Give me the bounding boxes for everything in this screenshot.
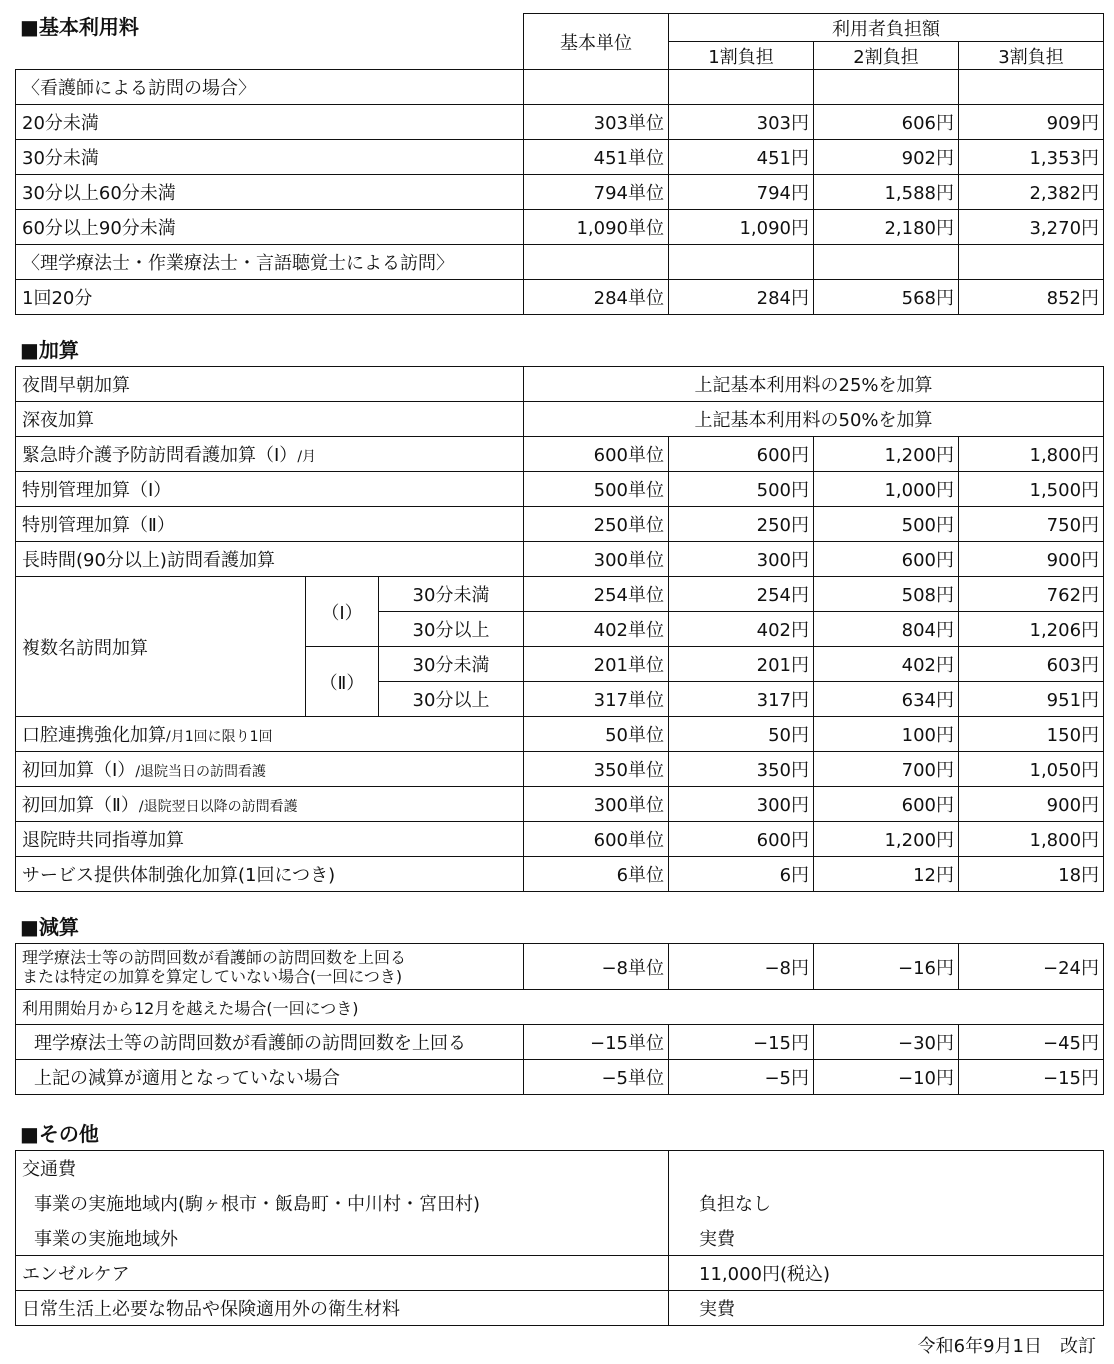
addition-row-burden-3: 900円 (959, 787, 1104, 822)
header-blank (16, 14, 524, 42)
section-title-basic: ■基本利用料 (20, 15, 139, 39)
basic-row (16, 140, 1104, 175)
section-title-other: ■その他 (20, 1122, 99, 1146)
addition-row (16, 752, 1104, 787)
multi-visit-group-1: （Ⅰ） (306, 577, 379, 647)
basic-row-burden-1: 303円 (669, 105, 814, 140)
addition-row-unit: 50単位 (524, 717, 669, 752)
other-outside-area-label: 事業の実施地域外 (16, 1221, 669, 1256)
reduction-row-3-burden-2: −30円 (814, 1025, 959, 1060)
addition-row (16, 857, 1104, 892)
basic-row (16, 70, 1104, 105)
multi-visit-burden-1: 317円 (669, 682, 814, 717)
addition-row-burden-3: 18円 (959, 857, 1104, 892)
addition-row-unit: 600単位 (524, 437, 669, 472)
multi-visit-label: 複数名訪問加算 (16, 577, 306, 717)
reduction-row-1-burden-2: −16円 (814, 944, 959, 990)
addition-row-label (16, 507, 524, 542)
addition-row-sub-label: /退院当日の訪問看護 (135, 764, 267, 780)
basic-row-label: 〈看護師による訪問の場合〉 (16, 70, 524, 105)
addition-percent-row (16, 402, 1104, 437)
basic-row-unit: 1,090単位 (524, 210, 669, 245)
addition-row (16, 437, 1104, 472)
reduction-row-4-burden-2: −10円 (814, 1060, 959, 1095)
addition-row-main-label: 長時間(90分以上)訪問看護加算 (22, 550, 275, 571)
reduction-row-1-line-2: または特定の加算を算定していない場合(一回につき) (22, 966, 403, 986)
other-daily-goods-value: 実費 (669, 1291, 1104, 1326)
addition-row-main-label: 口腔連携強化加算 (22, 725, 166, 746)
basic-row-unit: 303単位 (524, 105, 669, 140)
addition-percent-row (16, 367, 1104, 402)
addition-row-label (16, 437, 524, 472)
addition-row-unit: 300単位 (524, 787, 669, 822)
multi-visit-time: 30分未満 (379, 647, 524, 682)
addition-row (16, 822, 1104, 857)
addition-row-label (16, 542, 524, 577)
addition-row-burden-2: 600円 (814, 542, 959, 577)
basic-row-burden-3: 2,382円 (959, 175, 1104, 210)
other-angel-care-value: 11,000円(税込) (669, 1256, 1104, 1291)
addition-row-unit: 500単位 (524, 472, 669, 507)
multi-visit-unit: 402単位 (524, 612, 669, 647)
multi-visit-burden-3: 603円 (959, 647, 1104, 682)
multi-visit-burden-3: 762円 (959, 577, 1104, 612)
addition-percent-text: 上記基本利用料の25%を加算 (524, 367, 1104, 402)
addition-row-sub-label: /月 (297, 449, 317, 465)
multi-visit-group-2: （Ⅱ） (306, 647, 379, 717)
multi-visit-burden-2: 804円 (814, 612, 959, 647)
addition-row-burden-1: 600円 (669, 437, 814, 472)
addition-row-main-label: 緊急時介護予防訪問看護加算（Ⅰ） (22, 445, 298, 466)
basic-row-burden-1: 1,090円 (669, 210, 814, 245)
addition-row-burden-1: 350円 (669, 752, 814, 787)
reduction-row-2-label: 利用開始月から12月を越えた場合(一回につき) (16, 990, 1104, 1025)
basic-row-burden-1: 284円 (669, 280, 814, 315)
reduction-row-4-unit: −5単位 (524, 1060, 669, 1095)
addition-row (16, 507, 1104, 542)
multi-visit-burden-2: 634円 (814, 682, 959, 717)
other-inside-area-label: 事業の実施地域内(駒ヶ根市・飯島町・中川村・宮田村) (16, 1186, 669, 1221)
multi-visit-burden-2: 508円 (814, 577, 959, 612)
addition-row-burden-3: 1,800円 (959, 822, 1104, 857)
basic-row (16, 280, 1104, 315)
basic-row (16, 245, 1104, 280)
reduction-row-3-unit: −15単位 (524, 1025, 669, 1060)
basic-row-label: 30分以上60分未満 (16, 175, 524, 210)
other-table (15, 1150, 1104, 1326)
revision-date: 令和6年9月1日 改訂 (917, 1336, 1096, 1357)
basic-row (16, 175, 1104, 210)
basic-row (16, 210, 1104, 245)
addition-percent-label: 夜間早朝加算 (16, 367, 524, 402)
basic-row-burden-3 (959, 70, 1104, 105)
addition-row-burden-2: 1,200円 (814, 822, 959, 857)
addition-row-burden-1: 50円 (669, 717, 814, 752)
header-user-burden: 利用者負担額 (669, 14, 1104, 42)
basic-row-burden-2: 606円 (814, 105, 959, 140)
multi-visit-burden-2: 402円 (814, 647, 959, 682)
reduction-row-4-label: 上記の減算が適用となっていない場合 (16, 1060, 524, 1095)
other-daily-goods-label: 日常生活上必要な物品や保険適用外の衛生材料 (16, 1291, 669, 1326)
basic-row-burden-3 (959, 245, 1104, 280)
addition-table (15, 366, 1104, 892)
basic-row-burden-2: 1,588円 (814, 175, 959, 210)
basic-row-burden-2: 568円 (814, 280, 959, 315)
reduction-row-1-label (16, 944, 524, 990)
addition-row-burden-3: 1,500円 (959, 472, 1104, 507)
addition-row-unit: 600単位 (524, 822, 669, 857)
basic-fee-table (15, 13, 1104, 315)
addition-row (16, 787, 1104, 822)
addition-row-burden-2: 600円 (814, 787, 959, 822)
basic-row-burden-1 (669, 70, 814, 105)
reduction-row-1-burden-3: −24円 (959, 944, 1104, 990)
addition-percent-label: 深夜加算 (16, 402, 524, 437)
basic-row-burden-1 (669, 245, 814, 280)
addition-row-unit: 250単位 (524, 507, 669, 542)
header-blank-2 (16, 42, 524, 70)
addition-row-main-label: 特別管理加算（Ⅱ） (22, 515, 175, 536)
addition-row-burden-1: 250円 (669, 507, 814, 542)
multi-visit-burden-1: 254円 (669, 577, 814, 612)
multi-visit-burden-1: 402円 (669, 612, 814, 647)
addition-row-burden-1: 300円 (669, 787, 814, 822)
basic-row-label: 20分未満 (16, 105, 524, 140)
section-title-reduction: ■減算 (20, 915, 79, 939)
addition-row-burden-1: 6円 (669, 857, 814, 892)
multi-visit-burden-1: 201円 (669, 647, 814, 682)
basic-row-burden-3: 3,270円 (959, 210, 1104, 245)
basic-row-unit: 451単位 (524, 140, 669, 175)
addition-row-main-label: 特別管理加算（Ⅰ） (22, 480, 172, 501)
reduction-row-1-unit: −8単位 (524, 944, 669, 990)
addition-row-label (16, 472, 524, 507)
addition-row-sub-label: /月1回に限り1回 (166, 729, 273, 745)
basic-row-label: 60分以上90分未満 (16, 210, 524, 245)
addition-row-label (16, 752, 524, 787)
basic-row-burden-3: 909円 (959, 105, 1104, 140)
addition-row-unit: 6単位 (524, 857, 669, 892)
basic-row-label: 1回20分 (16, 280, 524, 315)
reduction-row-1-burden-1: −8円 (669, 944, 814, 990)
addition-row (16, 717, 1104, 752)
other-transport-label: 交通費 (16, 1151, 669, 1186)
basic-row-burden-1: 451円 (669, 140, 814, 175)
addition-row-burden-2: 1,000円 (814, 472, 959, 507)
basic-row-burden-2 (814, 245, 959, 280)
addition-row-burden-3: 1,050円 (959, 752, 1104, 787)
addition-row-burden-1: 300円 (669, 542, 814, 577)
reduction-row-3-label: 理学療法士等の訪問回数が看護師の訪問回数を上回る (16, 1025, 524, 1060)
addition-row-burden-2: 500円 (814, 507, 959, 542)
basic-row-burden-1: 794円 (669, 175, 814, 210)
addition-row-burden-3: 900円 (959, 542, 1104, 577)
basic-row-burden-3: 852円 (959, 280, 1104, 315)
basic-row-burden-2 (814, 70, 959, 105)
multi-visit-burden-3: 1,206円 (959, 612, 1104, 647)
other-angel-care-label: エンゼルケア (16, 1256, 669, 1291)
addition-row-label (16, 857, 524, 892)
addition-row-main-label: サービス提供体制強化加算(1回につき) (22, 865, 336, 886)
multi-visit-unit: 201単位 (524, 647, 669, 682)
addition-row-main-label: 退院時共同指導加算 (22, 830, 184, 851)
basic-row-burden-2: 902円 (814, 140, 959, 175)
other-outside-area-value: 実費 (669, 1221, 1104, 1256)
reduction-row-1-line-1: 理学療法士等の訪問回数が看護師の訪問回数を上回る (22, 947, 407, 967)
reduction-row-3-burden-3: −45円 (959, 1025, 1104, 1060)
addition-row (16, 472, 1104, 507)
addition-row-burden-3: 1,800円 (959, 437, 1104, 472)
multi-visit-row (16, 577, 1104, 612)
basic-row-burden-2: 2,180円 (814, 210, 959, 245)
addition-row-burden-2: 100円 (814, 717, 959, 752)
header-burden-2: 2割負担 (814, 42, 959, 70)
addition-row-label (16, 822, 524, 857)
basic-row-label: 30分未満 (16, 140, 524, 175)
addition-row-burden-3: 150円 (959, 717, 1104, 752)
addition-row-main-label: 初回加算（Ⅰ） (22, 760, 136, 781)
addition-row-unit: 350単位 (524, 752, 669, 787)
addition-row-burden-2: 12円 (814, 857, 959, 892)
other-transport-value (669, 1151, 1104, 1186)
addition-percent-text: 上記基本利用料の50%を加算 (524, 402, 1104, 437)
multi-visit-time: 30分以上 (379, 682, 524, 717)
addition-row-label (16, 717, 524, 752)
addition-row-burden-1: 500円 (669, 472, 814, 507)
multi-visit-unit: 254単位 (524, 577, 669, 612)
other-inside-area-value: 負担なし (669, 1186, 1104, 1221)
multi-visit-unit: 317単位 (524, 682, 669, 717)
header-burden-3: 3割負担 (959, 42, 1104, 70)
section-title-addition: ■加算 (20, 338, 79, 362)
multi-visit-time: 30分未満 (379, 577, 524, 612)
addition-row-sub-label: /退院翌日以降の訪問看護 (138, 799, 298, 815)
header-base-unit: 基本単位 (524, 14, 669, 70)
reduction-row-4-burden-3: −15円 (959, 1060, 1104, 1095)
multi-visit-burden-3: 951円 (959, 682, 1104, 717)
addition-row-burden-1: 600円 (669, 822, 814, 857)
basic-row-unit: 284単位 (524, 280, 669, 315)
addition-row-main-label: 初回加算（Ⅱ） (22, 795, 139, 816)
header-burden-1: 1割負担 (669, 42, 814, 70)
reduction-row-4-burden-1: −5円 (669, 1060, 814, 1095)
basic-row-unit (524, 70, 669, 105)
addition-row-unit: 300単位 (524, 542, 669, 577)
reduction-table (15, 943, 1104, 1095)
basic-row-unit: 794単位 (524, 175, 669, 210)
addition-row (16, 542, 1104, 577)
multi-visit-time: 30分以上 (379, 612, 524, 647)
addition-row-burden-2: 700円 (814, 752, 959, 787)
addition-row-burden-3: 750円 (959, 507, 1104, 542)
basic-row-burden-3: 1,353円 (959, 140, 1104, 175)
addition-row-label (16, 787, 524, 822)
addition-row-burden-2: 1,200円 (814, 437, 959, 472)
basic-row (16, 105, 1104, 140)
reduction-row-3-burden-1: −15円 (669, 1025, 814, 1060)
basic-row-unit (524, 245, 669, 280)
basic-row-label: 〈理学療法士・作業療法士・言語聴覚士による訪問〉 (16, 245, 524, 280)
